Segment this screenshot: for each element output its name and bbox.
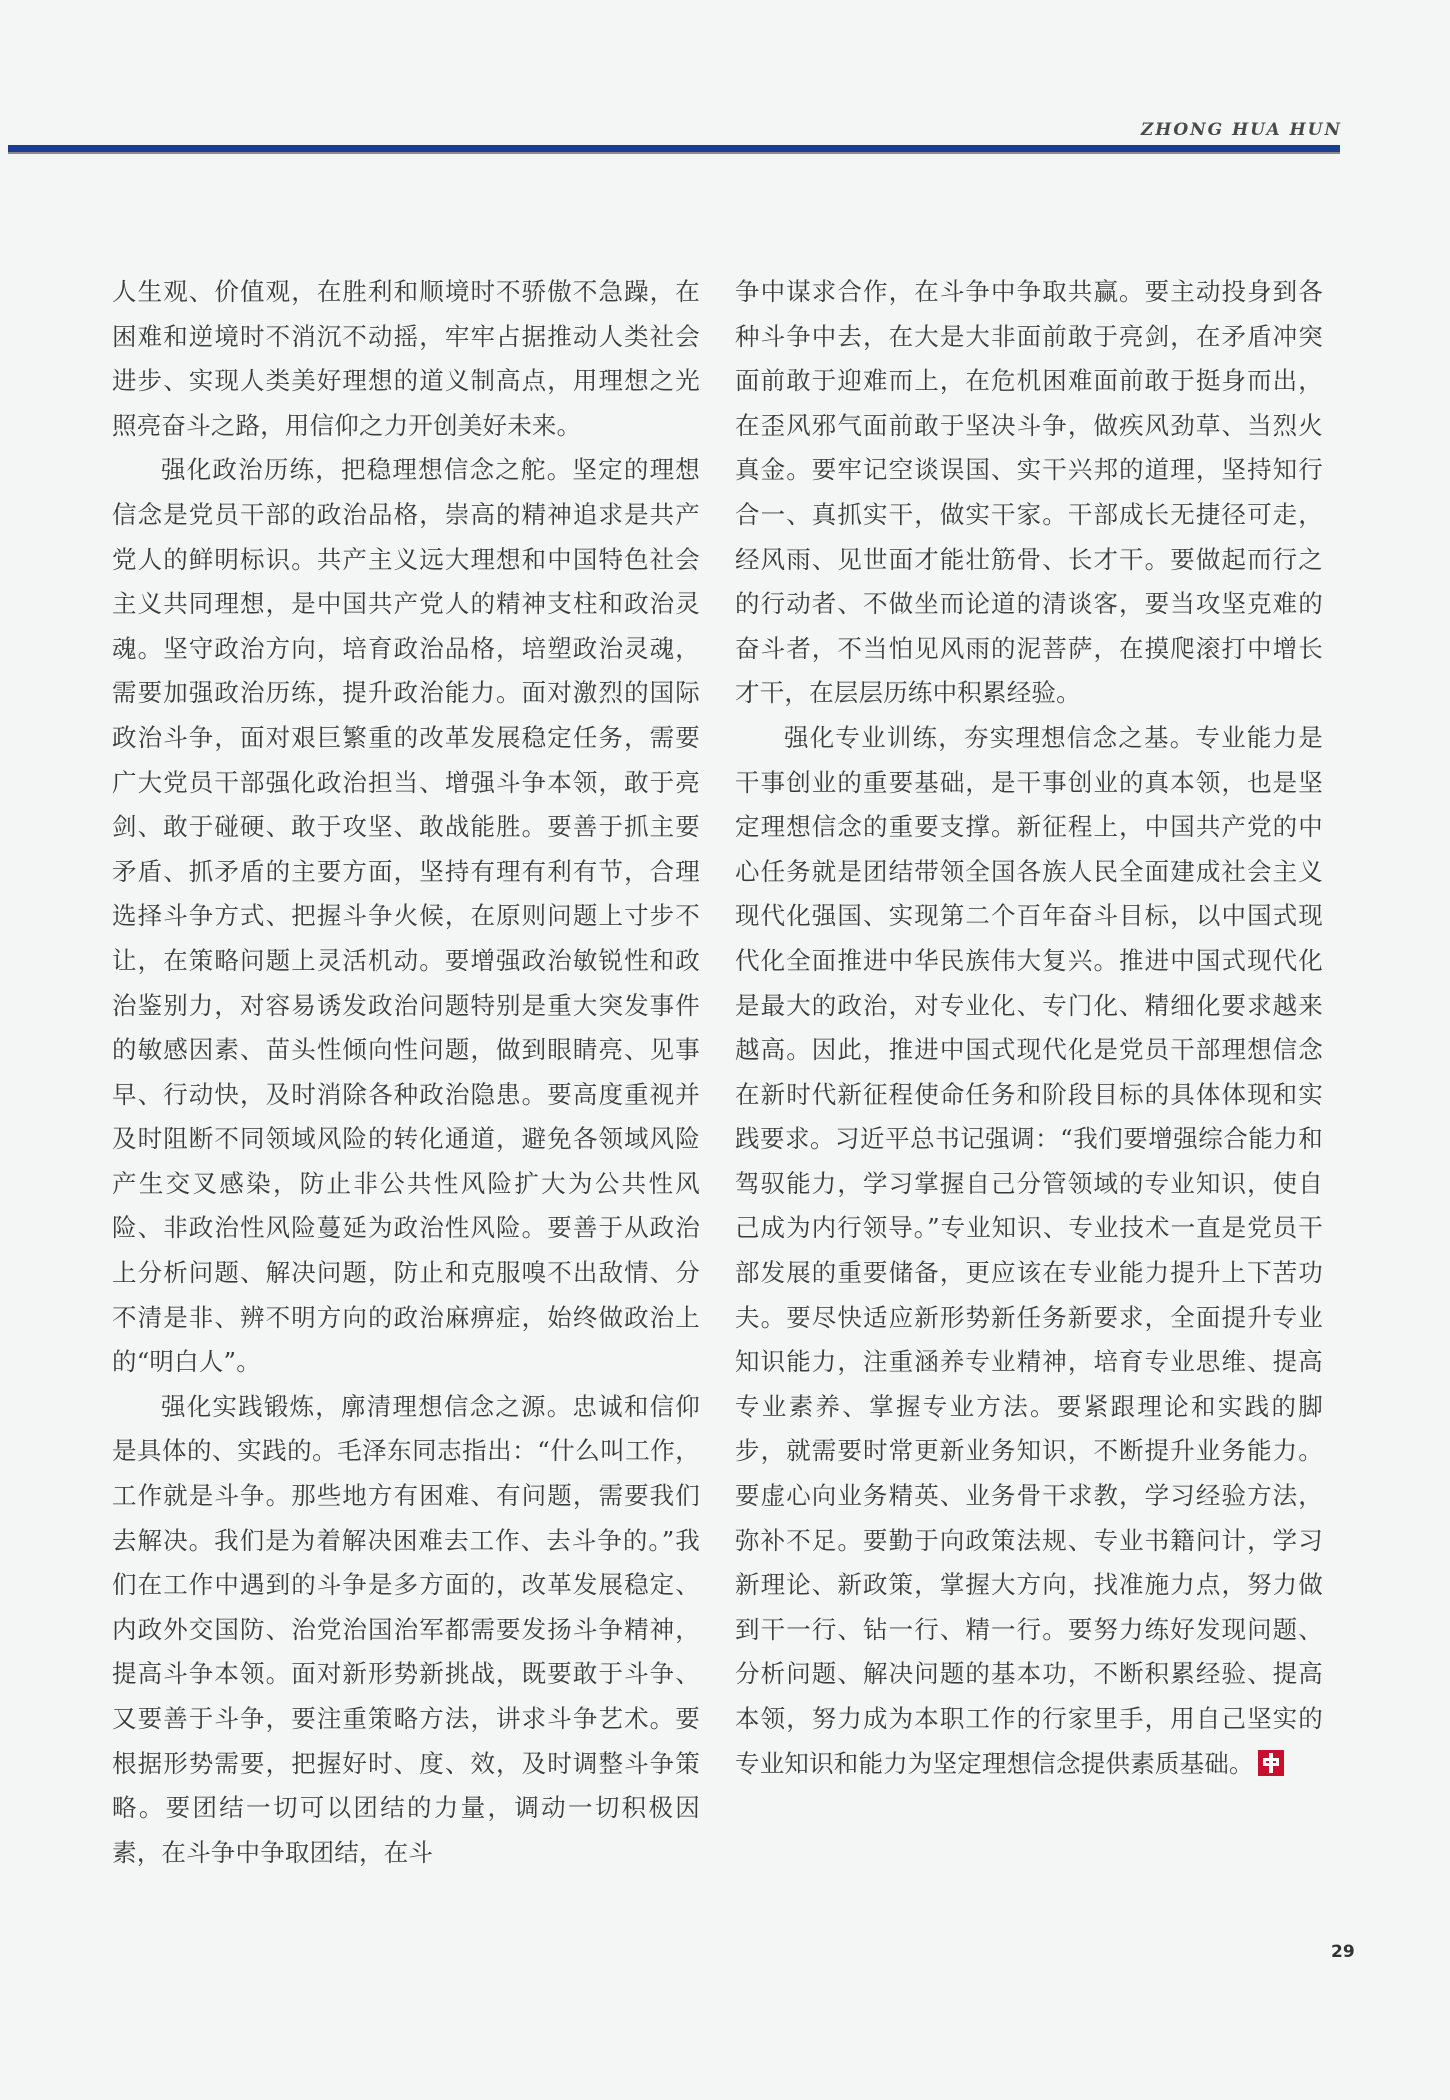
paragraph-practice-training: 强化实践锻炼，廓清理想信念之源。忠诚和信仰是具体的、实践的。毛泽东同志指出：“什么叫工作，工作就是斗争。那些地方有困难、有问题，需要我们去解决。我们是为着解决困难去工作、去斗争的。”我们在工作中遇到的斗争是多方面的，改革发展稳定、内政外交国防、治党治国治军都需要发扬斗争精神，提高斗争本领。面对新形势新挑战，既要敢于斗争、又要善于斗争，要注重策略方法，讲求斗争艺术。要根据形势需要，把握好时、度、效，及时调整斗争策略。要团结一切可以团结的力量，调动一切积极因素，在斗争中争取团结，在斗	[112, 1391, 700, 1867]
paragraph-continuation: 人生观、价值观，在胜利和顺境时不骄傲不急躁，在困难和逆境时不消沉不动摇，牢牢占据推动人类社会进步、实现人类美好理想的道义制高点，用理想之光照亮奋斗之路，用信仰之力开创美好未来。	[112, 277, 700, 440]
header-rule	[8, 145, 1340, 154]
zhong-character-end-icon	[1258, 1750, 1284, 1776]
paragraph-professional-text: 强化专业训练，夯实理想信念之基。专业能力是干事创业的重要基础，是干事创业的真本领，也是坚定理想信念的重要支撑。新征程上，中国共产党的中心任务就是团结带领全国各族人民全面建成社会主义现代化强国、实现第二个百年奋斗目标，以中国式现代化全面推进中华民族伟大复兴。推进中国式现代化是最大的政治，对专业化、专门化、精细化要求越来越高。因此，推进中国式现代化是党员干部理想信念在新时代新征程使命任务和阶段目标的具体体现和实践要求。习近平总书记强调：“我们要增强综合能力和驾驭能力，学习掌握自己分管领域的专业知识，使自己成为内行领导。”专业知识、专业技术一直是党员干部发展的重要储备，更应该在专业能力提升上下苦功夫。要尽快适应新形势新任务新要求，全面提升专业知识能力，注重涵养专业精神，培育专业思维、提高专业素养、掌握专业方法。要紧跟理论和实践的脚步，就需要时常更新业务知识，不断提升业务能力。要虚心向业务精英、业务骨干求教，学习经验方法，弥补不足。要勤于向政策法规、专业书籍问计，学习新理论、新政策，掌握大方向，找准施力点，努力做到干一行、钻一行、精一行。要努力练好发现问题、分析问题、解决问题的基本功，不断积累经验、提高本领，努力成为本职工作的行家里手，用自己坚实的专业知识和能力为坚定理想信念提供素质基础。	[735, 722, 1323, 1778]
page-number: 29	[1331, 1942, 1355, 1962]
paragraph-political-training: 强化政治历练，把稳理想信念之舵。坚定的理想信念是党员干部的政治品格，崇高的精神追求是共产党人的鲜明标识。共产主义远大理想和中国特色社会主义共同理想，是中国共产党人的精神支柱和政治灵魂。坚守政治方向，培育政治品格，培塑政治灵魂，需要加强政治历练，提升政治能力。面对激烈的国际政治斗争，面对艰巨繁重的改革发展稳定任务，需要广大党员干部强化政治担当、增强斗争本领，敢于亮剑、敢于碰硬、敢于攻坚、敢战能胜。要善于抓主要矛盾、抓矛盾的主要方面，坚持有理有利有节，合理选择斗争方式、把握斗争火候，在原则问题上寸步不让，在策略问题上灵活机动。要增强政治敏锐性和政治鉴别力，对容易诱发政治问题特别是重大突发事件的敏感因素、苗头性倾向性问题，做到眼睛亮、见事早、行动快，及时消除各种政治隐患。要高度重视并及时阻断不同领域风险的转化通道，避免各领域风险产生交叉感染，防止非公共性风险扩大为公共性风险、非政治性风险蔓延为政治性风险。要善于从政治上分析问题、解决问题，防止和克服嗅不出敌情、分不清是非、辨不明方向的政治麻痹症，始终做政治上的“明白人”。	[112, 455, 700, 1377]
right-column	[735, 270, 1323, 1786]
paragraph-practice-continued: 争中谋求合作，在斗争中争取共赢。要主动投身到各种斗争中去，在大是大非面前敢于亮剑，在矛盾冲突面前敢于迎难而上，在危机困难面前敢于挺身而出，在歪风邪气面前敢于坚决斗争，做疾风劲草、当烈火真金。要牢记空谈误国、实干兴邦的道理，坚持知行合一、真抓实干，做实干家。干部成长无捷径可走，经风雨、见世面才能壮筋骨、长才干。要做起而行之的行动者、不做坐而论道的清谈客，要当攻坚克难的奋斗者，不当怕见风雨的泥菩萨，在摸爬滚打中增长才干，在层层历练中积累经验。	[735, 277, 1323, 708]
left-column	[112, 270, 700, 1875]
paragraph-professional-training	[735, 716, 1323, 1786]
magazine-masthead: ZHONG HUA HUN	[1140, 120, 1342, 140]
